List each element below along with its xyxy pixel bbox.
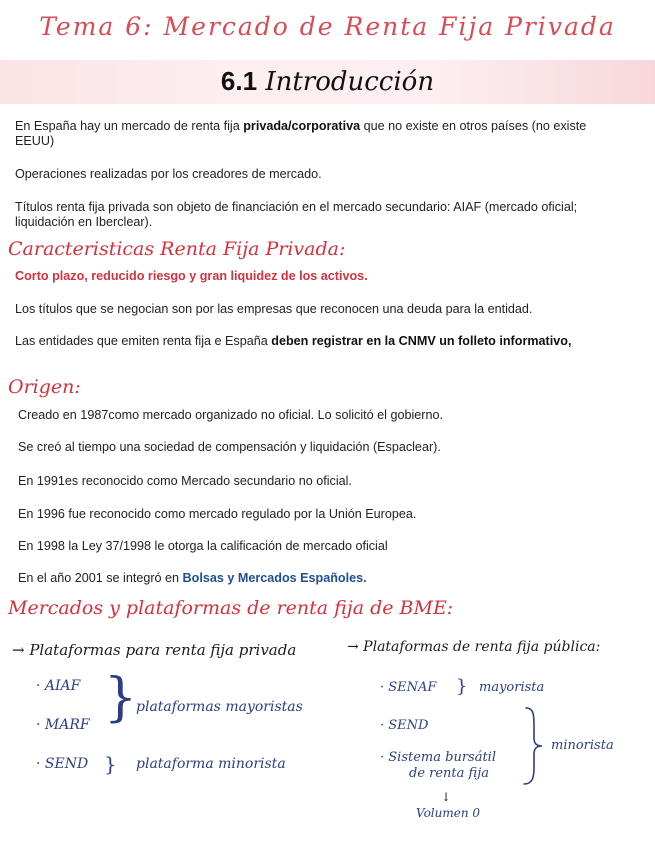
section-title: Introducción [265,67,435,97]
origen-heading: Origen: [8,376,81,398]
caracteristicas-highlight: Corto plazo, reducido riesgo y gran liquidez de los activos. [15,269,368,283]
caracteristicas-text: Las entidades que emiten renta fija e España [15,334,272,348]
right-item-send: · SEND [380,718,429,733]
left-group-minorista: plataforma minorista [136,756,286,772]
right-group-minorista: minorista [551,738,614,753]
caracteristicas-heading: Caracteristicas Renta Fija Privada: [8,238,346,260]
origen-item: Creado en 1987como mercado organizado no oficial. Lo solicitó el gobierno. [18,408,443,422]
intro-paragraph-1 [15,119,625,149]
left-item-aiaf: · AIAF [36,678,81,694]
bme-link[interactable]: Bolsas y Mercados Españoles. [182,571,367,585]
origen-text: En el año 2001 se integró en [18,571,183,585]
right-item-sistema-line2: de renta fija [409,766,489,781]
left-item-send: · SEND [36,756,89,772]
right-brace-small-icon: } [456,676,468,697]
origen-item: Se creó al tiempo una sociedad de compensación y liquidación (Espaclear). [18,440,441,454]
origen-item: En 1991es reconocido como Mercado secundario no oficial. [18,474,352,488]
origen-item: En 1998 la Ley 37/1998 le otorga la calificación de mercado oficial [18,539,388,553]
left-item-marf: · MARF [36,717,90,733]
right-brace-large-icon [520,706,546,786]
right-platforms-title: → Plataformas de renta fija pública: [347,639,601,655]
left-group-mayoristas: plataformas mayoristas [136,699,303,715]
page-title: Tema 6: Mercado de Renta Fija Privada [39,12,616,41]
origen-item-last [18,571,628,586]
down-arrow-icon: ↓ [441,790,452,804]
intro-text-end: que no existe en otros países (no existe EEUU) [15,119,587,148]
left-brace-icon: } [104,668,138,728]
mercados-heading: Mercados y plataformas de renta fija de BME: [8,597,454,619]
intro-bold: privada/corporativa [243,119,361,133]
volumen-label: Volumen 0 [416,806,481,820]
section-heading [0,66,655,97]
intro-paragraph-2: Operaciones realizadas por los creadores de mercado. [15,167,322,181]
origen-item: En 1996 fue reconocido como mercado regulado por la Unión Europea. [18,507,417,521]
left-platforms-title: → Plataformas para renta fija privada [12,641,297,659]
caracteristicas-paragraph-2 [15,334,625,349]
caracteristicas-bold: deben registrar en la CNMV un folleto informativo, [271,334,572,348]
left-brace-small-icon: } [104,752,117,776]
intro-paragraph-3: Títulos renta fija privada son objeto de financiación en el mercado secundario: AIAF (mercado oficial; liquidación en Iberclear). [15,200,578,229]
section-number: 6.1 [220,66,258,96]
right-item-senaf: · SENAF [380,680,437,695]
right-item-sistema: · Sistema bursátil [380,750,496,765]
intro-text: En España hay un mercado de renta fija [15,119,244,133]
right-group-mayorista: mayorista [479,680,545,695]
caracteristicas-paragraph-1: Los títulos que se negocian son por las empresas que reconocen una deuda para la entidad. [15,302,533,316]
